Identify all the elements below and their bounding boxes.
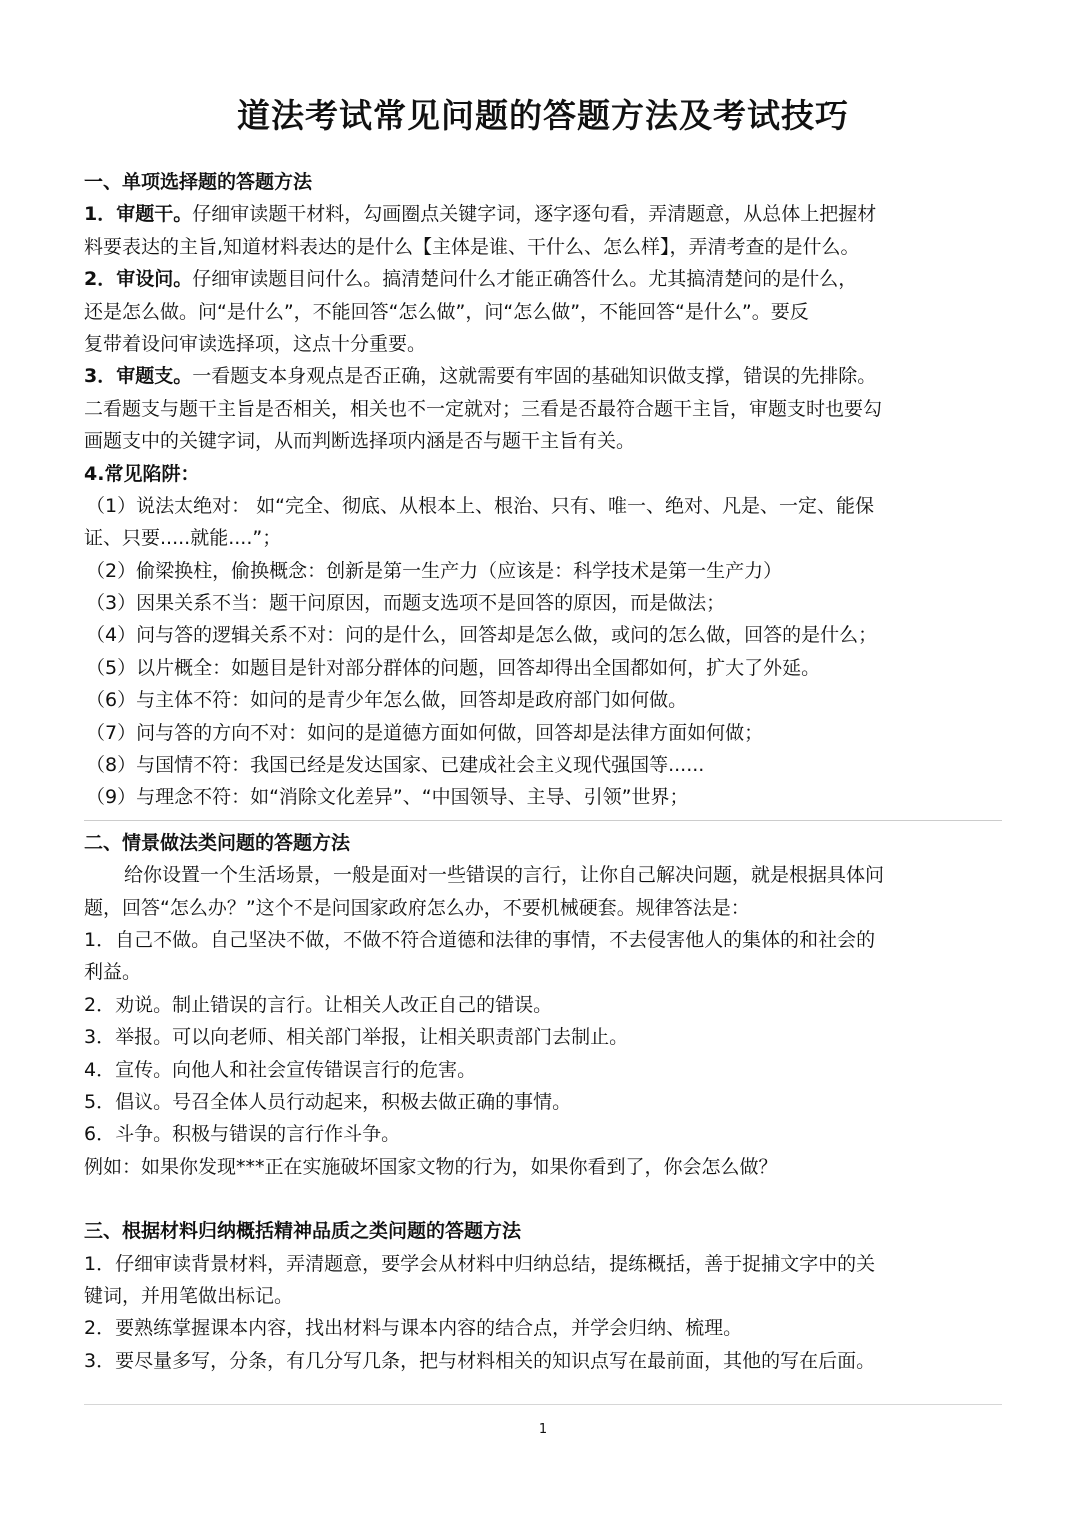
list-item: 利益。 — [84, 961, 142, 984]
item-text: 仔细审读题干材料，勾画圈点关键字词，逐字逐句看，弄清题意，从总体上把握材 — [192, 203, 877, 226]
trap-item: （3）因果关系不当：题干问原因，而题支选项不是回答的原因，而是做法； — [86, 592, 726, 615]
section-heading-2: 二、情景做法类问题的答题方法 — [84, 831, 351, 854]
document-body — [84, 166, 1002, 1377]
section-heading-3: 三、根据材料归纳概括精神品质之类问题的答题方法 — [84, 1220, 522, 1243]
list-item: 2．要熟练掌握课本内容，找出材料与课本内容的结合点，并学会归纳、梳理。 — [84, 1317, 743, 1340]
trap-item: 证、只要.....就能....”； — [84, 527, 282, 550]
item-label: 3．审题支。 — [84, 365, 193, 388]
trap-item: （5）以片概全：如题目是针对部分群体的问题，回答却得出全国都如何，扩大了外延。 — [86, 656, 821, 679]
item-label: 2．审设问。 — [84, 268, 193, 291]
list-item: 4．宣传。向他人和社会宣传错误言行的危害。 — [84, 1058, 477, 1081]
list-item: 1．自己不做。自己坚决不做，不做不符合道德和法律的事情，不去侵害他人的集体的和社会的 — [84, 928, 876, 951]
paragraph-line — [84, 263, 1002, 295]
section-heading-1: 一、单项选择题的答题方法 — [84, 171, 313, 193]
trap-item: （1）说法太绝对： 如“完全、彻底、从根本上、根治、只有、唯一、绝对、凡是、一定、能保 — [86, 494, 874, 517]
paragraph-line: 还是怎么做。问“是什么”，不能回答“怎么做”，问“怎么做”，不能回答“是什么”。要反 — [84, 300, 809, 323]
paragraph-line — [84, 360, 1002, 392]
document-title: 道法考试常见问题的答题方法及考试技巧 — [237, 96, 849, 135]
section-divider — [84, 820, 1002, 821]
list-item: 3．要尽量多写，分条，有几分写几条，把与材料相关的知识点写在最前面，其他的写在后面。 — [84, 1349, 876, 1372]
footer-divider — [84, 1404, 1002, 1405]
paragraph-line — [84, 198, 1002, 230]
trap-item: （2）偷梁换柱，偷换概念：创新是第一生产力（应该是：科学技术是第一生产力） — [86, 559, 783, 582]
paragraph-line: 给你设置一个生活场景，一般是面对一些错误的言行，让你自己解决问题，就是根据具体问 — [124, 864, 885, 887]
trap-list-heading: 4.常见陷阱： — [84, 462, 200, 485]
trap-item: （7）问与答的方向不对：如问的是道德方面如何做，回答却是法律方面如何做； — [86, 721, 764, 744]
paragraph-line: 二看题支与题干主旨是否相关，相关也不一定就对；三看是否最符合题干主旨，审题支时也要勾 — [84, 397, 883, 420]
list-item: 2．劝说。制止错误的言行。让相关人改正自己的错误。 — [84, 993, 553, 1016]
list-item: 5．倡议。号召全体人员行动起来，积极去做正确的事情。 — [84, 1090, 572, 1113]
list-item: 1．仔细审读背景材料，弄清题意，要学会从材料中归纳总结，提练概括，善于捉捕文字中的关 — [84, 1252, 876, 1275]
list-item: 6．斗争。积极与错误的言行作斗争。 — [84, 1123, 401, 1146]
list-item: 键词，并用笔做出标记。 — [84, 1284, 294, 1307]
trap-item: （6）与主体不符：如问的是青少年怎么做，回答却是政府部门如何做。 — [86, 689, 688, 712]
paragraph-line: 画题支中的关键字词，从而判断选择项内涵是否与题干主旨有关。 — [84, 430, 636, 453]
item-text: 仔细审读题目问什么。搞清楚问什么才能正确答什么。尤其搞清楚问的是什么， — [192, 268, 858, 291]
trap-item: （9）与理念不符：如“消除文化差异”、“中国领导、主导、引领”世界； — [86, 786, 689, 809]
paragraph-line: 复带着设问审读选择项，这点十分重要。 — [84, 332, 427, 355]
example-line: 例如：如果你发现***正在实施破坏国家文物的行为，如果你看到了，你会怎么做？ — [84, 1155, 778, 1178]
paragraph-line: 料要表达的主旨,知道材料表达的是什么【主体是谁、干什么、怎么样】，弄清考查的是什么。 — [84, 235, 860, 258]
trap-item: （4）问与答的逻辑关系不对：问的是什么，回答却是怎么做，或问的怎么做，回答的是什么； — [86, 624, 878, 647]
paragraph-line: 题，回答“怎么办？”这个不是问国家政府怎么办，不要机械硬套。规律答法是： — [84, 896, 750, 919]
item-label: 1．审题干。 — [84, 203, 193, 226]
spacer — [84, 1183, 1002, 1215]
trap-item: （8）与国情不符：我国已经是发达国家、已建成社会主义现代强国等...... — [86, 754, 705, 777]
list-item: 3．举报。可以向老师、相关部门举报，让相关职责部门去制止。 — [84, 1026, 629, 1049]
page-number: 1 — [538, 1422, 548, 1437]
item-text: 一看题支本身观点是否正确，这就需要有牢固的基础知识做支撑，错误的先排除。 — [192, 365, 877, 388]
document-page — [84, 0, 1002, 1528]
